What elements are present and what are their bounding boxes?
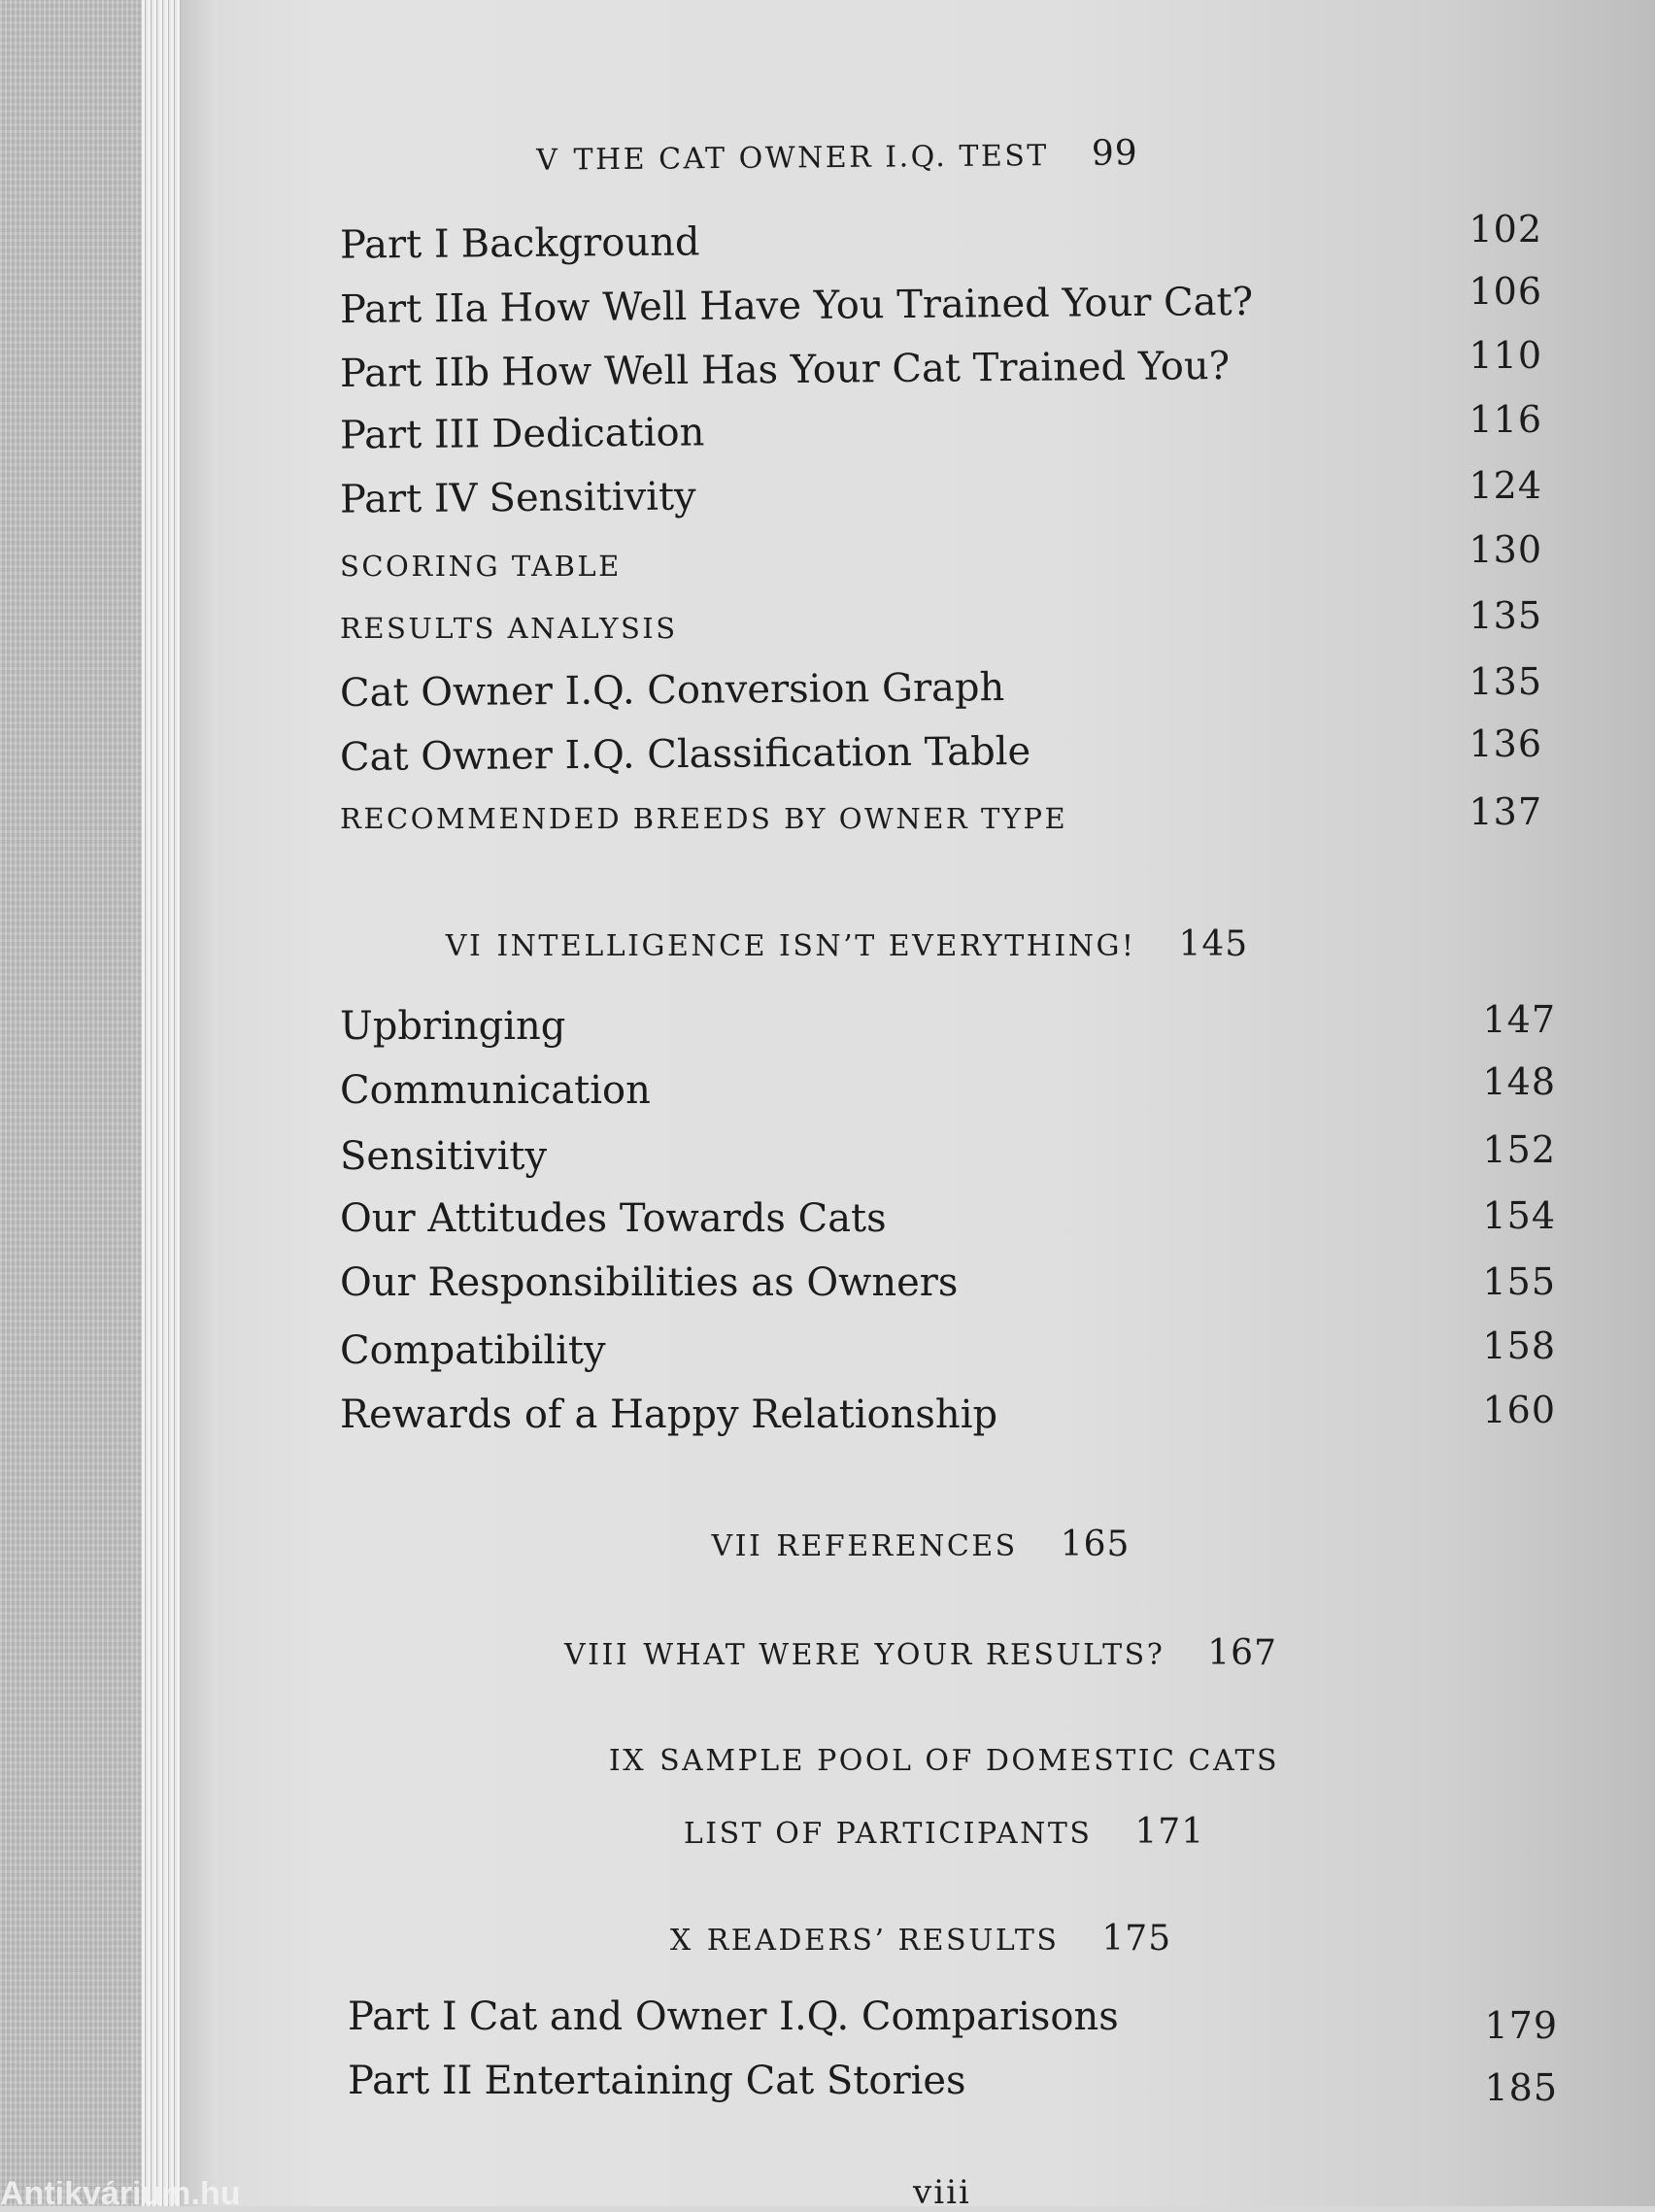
toc-entry	[340, 219, 700, 267]
section-heading-x	[93, 1919, 1655, 1959]
entry-text: Rewards of a Happy Relationship	[340, 1392, 998, 1437]
section-title: SAMPLE POOL OF DOMESTIC CATS	[659, 1744, 1280, 1778]
entry-text: Background	[460, 219, 700, 267]
toc-entry	[340, 344, 1230, 396]
toc-entry	[340, 280, 1253, 332]
entry-text: RESULTS ANALYSIS	[340, 612, 678, 645]
entry-page: 136	[1469, 722, 1542, 765]
section-subtitle: LIST OF PARTICIPANTS	[683, 1817, 1093, 1851]
toc-entry	[340, 802, 1067, 835]
toc-entry	[340, 1392, 997, 1437]
section-page: 145	[1178, 924, 1249, 964]
entry-text: RECOMMENDED BREEDS BY OWNER TYPE	[340, 802, 1068, 835]
entry-text: Sensitivity	[489, 474, 696, 521]
toc-entry	[340, 1328, 606, 1373]
section-number: X	[669, 1924, 693, 1958]
entry-page: 148	[1482, 1060, 1556, 1103]
entry-text: Our Responsibilities as Owners	[340, 1260, 959, 1305]
toc-entry	[348, 2059, 966, 2103]
entry-page: 154	[1482, 1194, 1556, 1237]
toc-entry	[348, 1994, 1119, 2039]
toc-entry	[340, 1004, 565, 1049]
entry-page: 152	[1482, 1128, 1556, 1171]
entry-page: 110	[1469, 334, 1542, 377]
toc-entry	[340, 1068, 651, 1113]
entry-page: 116	[1469, 398, 1542, 441]
toc-entry	[340, 612, 678, 645]
page-number: viii	[913, 2173, 971, 2212]
section-number: VI	[445, 929, 484, 963]
section-heading-vi	[19, 924, 1655, 964]
entry-page: 185	[1484, 2066, 1558, 2109]
entry-text: Sensitivity	[340, 1134, 548, 1179]
section-number: IX	[608, 1744, 647, 1778]
page-edges	[142, 0, 185, 2206]
entry-text: SCORING TABLE	[340, 550, 622, 583]
section-heading-ix	[117, 1744, 1655, 1778]
entry-label: Part II	[348, 2059, 473, 2103]
background-surface	[0, 0, 155, 2206]
toc-entry	[340, 665, 1005, 716]
section-title: READERS’ RESULTS	[706, 1924, 1060, 1958]
section-heading-vii	[93, 1525, 1655, 1564]
entry-label: Part IIa	[339, 285, 489, 333]
toc-entry	[340, 1196, 887, 1241]
entry-text: Dedication	[491, 410, 705, 457]
entry-page: 106	[1469, 270, 1542, 313]
section-page: 171	[1134, 1812, 1205, 1852]
section-heading-viii	[93, 1633, 1655, 1673]
entry-page: 158	[1482, 1324, 1556, 1367]
entry-label: Part I	[339, 221, 450, 268]
section-title: INTELLIGENCE ISN’T EVERYTHING!	[496, 929, 1136, 963]
entry-page: 179	[1484, 2004, 1558, 2047]
entry-text: Cat Owner I.Q. Conversion Graph	[339, 665, 1005, 716]
watermark: Antikvárium.hu	[0, 2181, 241, 2206]
entry-label: Part IIb	[339, 350, 490, 396]
toc-entry	[340, 550, 622, 583]
section-page: 175	[1101, 1919, 1172, 1959]
section-title: THE CAT OWNER I.Q. TEST	[573, 139, 1050, 178]
entry-label: Part IV	[339, 476, 478, 522]
section-title: WHAT WERE YOUR RESULTS?	[643, 1638, 1165, 1672]
entry-label: Part III	[339, 412, 481, 458]
entry-page: 124	[1469, 464, 1542, 507]
entry-text: Cat and Owner I.Q. Comparisons	[468, 1994, 1119, 2039]
entry-page: 160	[1482, 1389, 1556, 1431]
entry-page: 135	[1469, 594, 1542, 637]
toc-entry	[340, 1260, 958, 1305]
section-number: V	[536, 143, 560, 178]
entry-text: Compatibility	[340, 1328, 606, 1373]
entry-page: 135	[1469, 660, 1542, 703]
toc-entry	[340, 729, 1031, 780]
entry-page: 130	[1469, 528, 1542, 571]
toc-entry	[340, 474, 696, 521]
entry-text: How Well Have You Trained Your Cat?	[499, 279, 1254, 331]
entry-label: Part I	[348, 1994, 457, 2039]
section-number: VII	[711, 1529, 763, 1563]
entry-text: Upbringing	[340, 1004, 566, 1049]
entry-text: Our Attitudes Towards Cats	[340, 1196, 887, 1241]
section-title: REFERENCES	[776, 1529, 1018, 1563]
section-page: 167	[1207, 1633, 1277, 1673]
entry-page: 155	[1482, 1260, 1556, 1303]
section-page: 165	[1060, 1525, 1131, 1564]
entry-page: 147	[1482, 998, 1556, 1041]
section-number: VIII	[563, 1638, 630, 1672]
entry-page: 102	[1469, 208, 1542, 251]
entry-page: 137	[1469, 790, 1542, 833]
toc-entry	[340, 410, 705, 457]
section-subheading-ix	[117, 1812, 1655, 1852]
toc-entry	[340, 1134, 547, 1179]
entry-text: Communication	[340, 1068, 651, 1113]
entry-text: Cat Owner I.Q. Classification Table	[339, 728, 1031, 781]
entry-text: How Well Has Your Cat Trained You?	[500, 344, 1231, 395]
entry-text: Entertaining Cat Stories	[484, 2059, 966, 2103]
section-page: 99	[1091, 133, 1138, 174]
